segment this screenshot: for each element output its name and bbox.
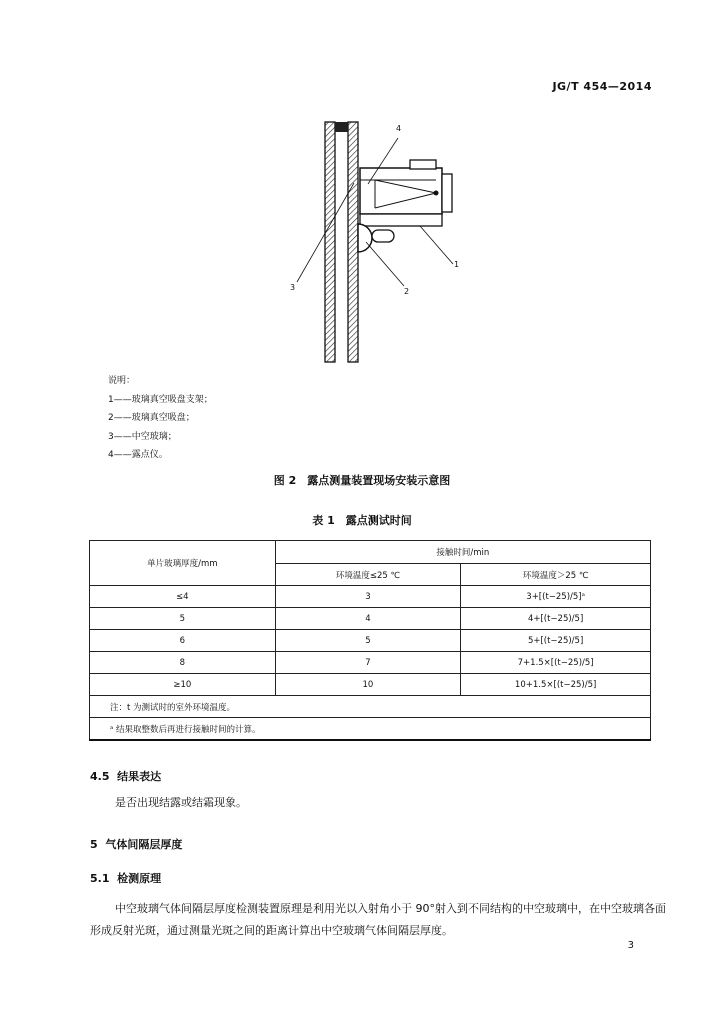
section-4-5-body: 是否出现结露或结霜现象。 (115, 796, 247, 809)
header-thickness: 单片玻璃厚度/mm (90, 541, 276, 586)
section-4-5-heading (90, 768, 161, 784)
figure-2-diagram (270, 118, 470, 370)
figure-caption: 图 2 露点测量装置现场安装示意图 (273, 474, 451, 487)
cell-low: 3 (275, 586, 461, 608)
table-row (90, 630, 651, 652)
cell-high: 7+1.5×[(t−25)/5] (461, 652, 651, 674)
figure-legend (108, 372, 213, 465)
section-5-1-body: 中空玻璃气体间隔层厚度检测装置原理是利用光以入射角小于 90°射入到不同结构的中空玻璃中，在中空玻璃各面形成反射光斑，通过测量光斑之间的距离计算出中空玻璃气体间隔层厚度。 (90, 902, 666, 937)
section-title: 结果表达 (117, 770, 162, 783)
table-row (90, 674, 651, 696)
legend-item: 1——玻璃真空吸盘支架； (108, 394, 213, 405)
cell-low: 7 (275, 652, 461, 674)
table-row (90, 608, 651, 630)
figure-label-2: 2 (404, 287, 410, 296)
table-note: 注：t 为测试时的室外环境温度。 (90, 696, 651, 718)
table-footnote: ᵃ 结果取整数后再进行接触时间的计算。 (90, 718, 651, 741)
table-caption: 表 1 露点测试时间 (312, 514, 412, 527)
cell-high: 5+[(t−25)/5] (461, 630, 651, 652)
cell-low: 10 (275, 674, 461, 696)
page-number: 3 (627, 940, 634, 951)
spacer-top (335, 122, 348, 132)
section-title: 检测原理 (117, 872, 162, 885)
figure-label-4: 4 (396, 124, 402, 133)
dew-point-device-diagram (270, 118, 470, 366)
table-row (90, 586, 651, 608)
legend-item: 4——露点仪。 (108, 450, 168, 460)
cell-high: 4+[(t−25)/5] (461, 608, 651, 630)
cell-thickness: ≤4 (90, 586, 276, 608)
header-temp-high: 环境温度＞25 ℃ (461, 564, 651, 586)
dew-point-test-time-table (89, 540, 651, 741)
header-contact-time: 接触时间/min (275, 541, 650, 564)
cell-high: 3+[(t−25)/5]ᵃ (461, 586, 651, 608)
header-temp-low: 环境温度≤25 ℃ (275, 564, 461, 586)
legend-item: 3——中空玻璃； (108, 431, 177, 442)
vacuum-suction-cup (358, 224, 372, 252)
cell-thickness: 5 (90, 608, 276, 630)
section-5-heading (90, 836, 182, 852)
cell-low: 5 (275, 630, 461, 652)
section-number: 4.5 (90, 770, 110, 783)
glass-pane-left (325, 122, 335, 362)
figure-label-3: 3 (290, 283, 296, 292)
cell-low: 4 (275, 608, 461, 630)
section-number: 5 (90, 838, 98, 851)
cell-thickness: 6 (90, 630, 276, 652)
cell-thickness: ≥10 (90, 674, 276, 696)
vacuum-cup-bracket (360, 214, 442, 226)
table-row (90, 652, 651, 674)
dew-point-meter (360, 168, 442, 214)
legend-item: 2——玻璃真空吸盘； (108, 413, 195, 423)
figure-label-1: 1 (454, 260, 460, 269)
legend-title: 说明： (108, 376, 136, 386)
cell-thickness: 8 (90, 652, 276, 674)
standard-code: JG/T 454—2014 (552, 80, 652, 93)
section-title: 气体间隔层厚度 (105, 838, 183, 851)
section-number: 5.1 (90, 872, 110, 885)
glass-pane-right (348, 122, 358, 362)
cell-high: 10+1.5×[(t−25)/5] (461, 674, 651, 696)
section-5-1-heading (90, 870, 161, 886)
